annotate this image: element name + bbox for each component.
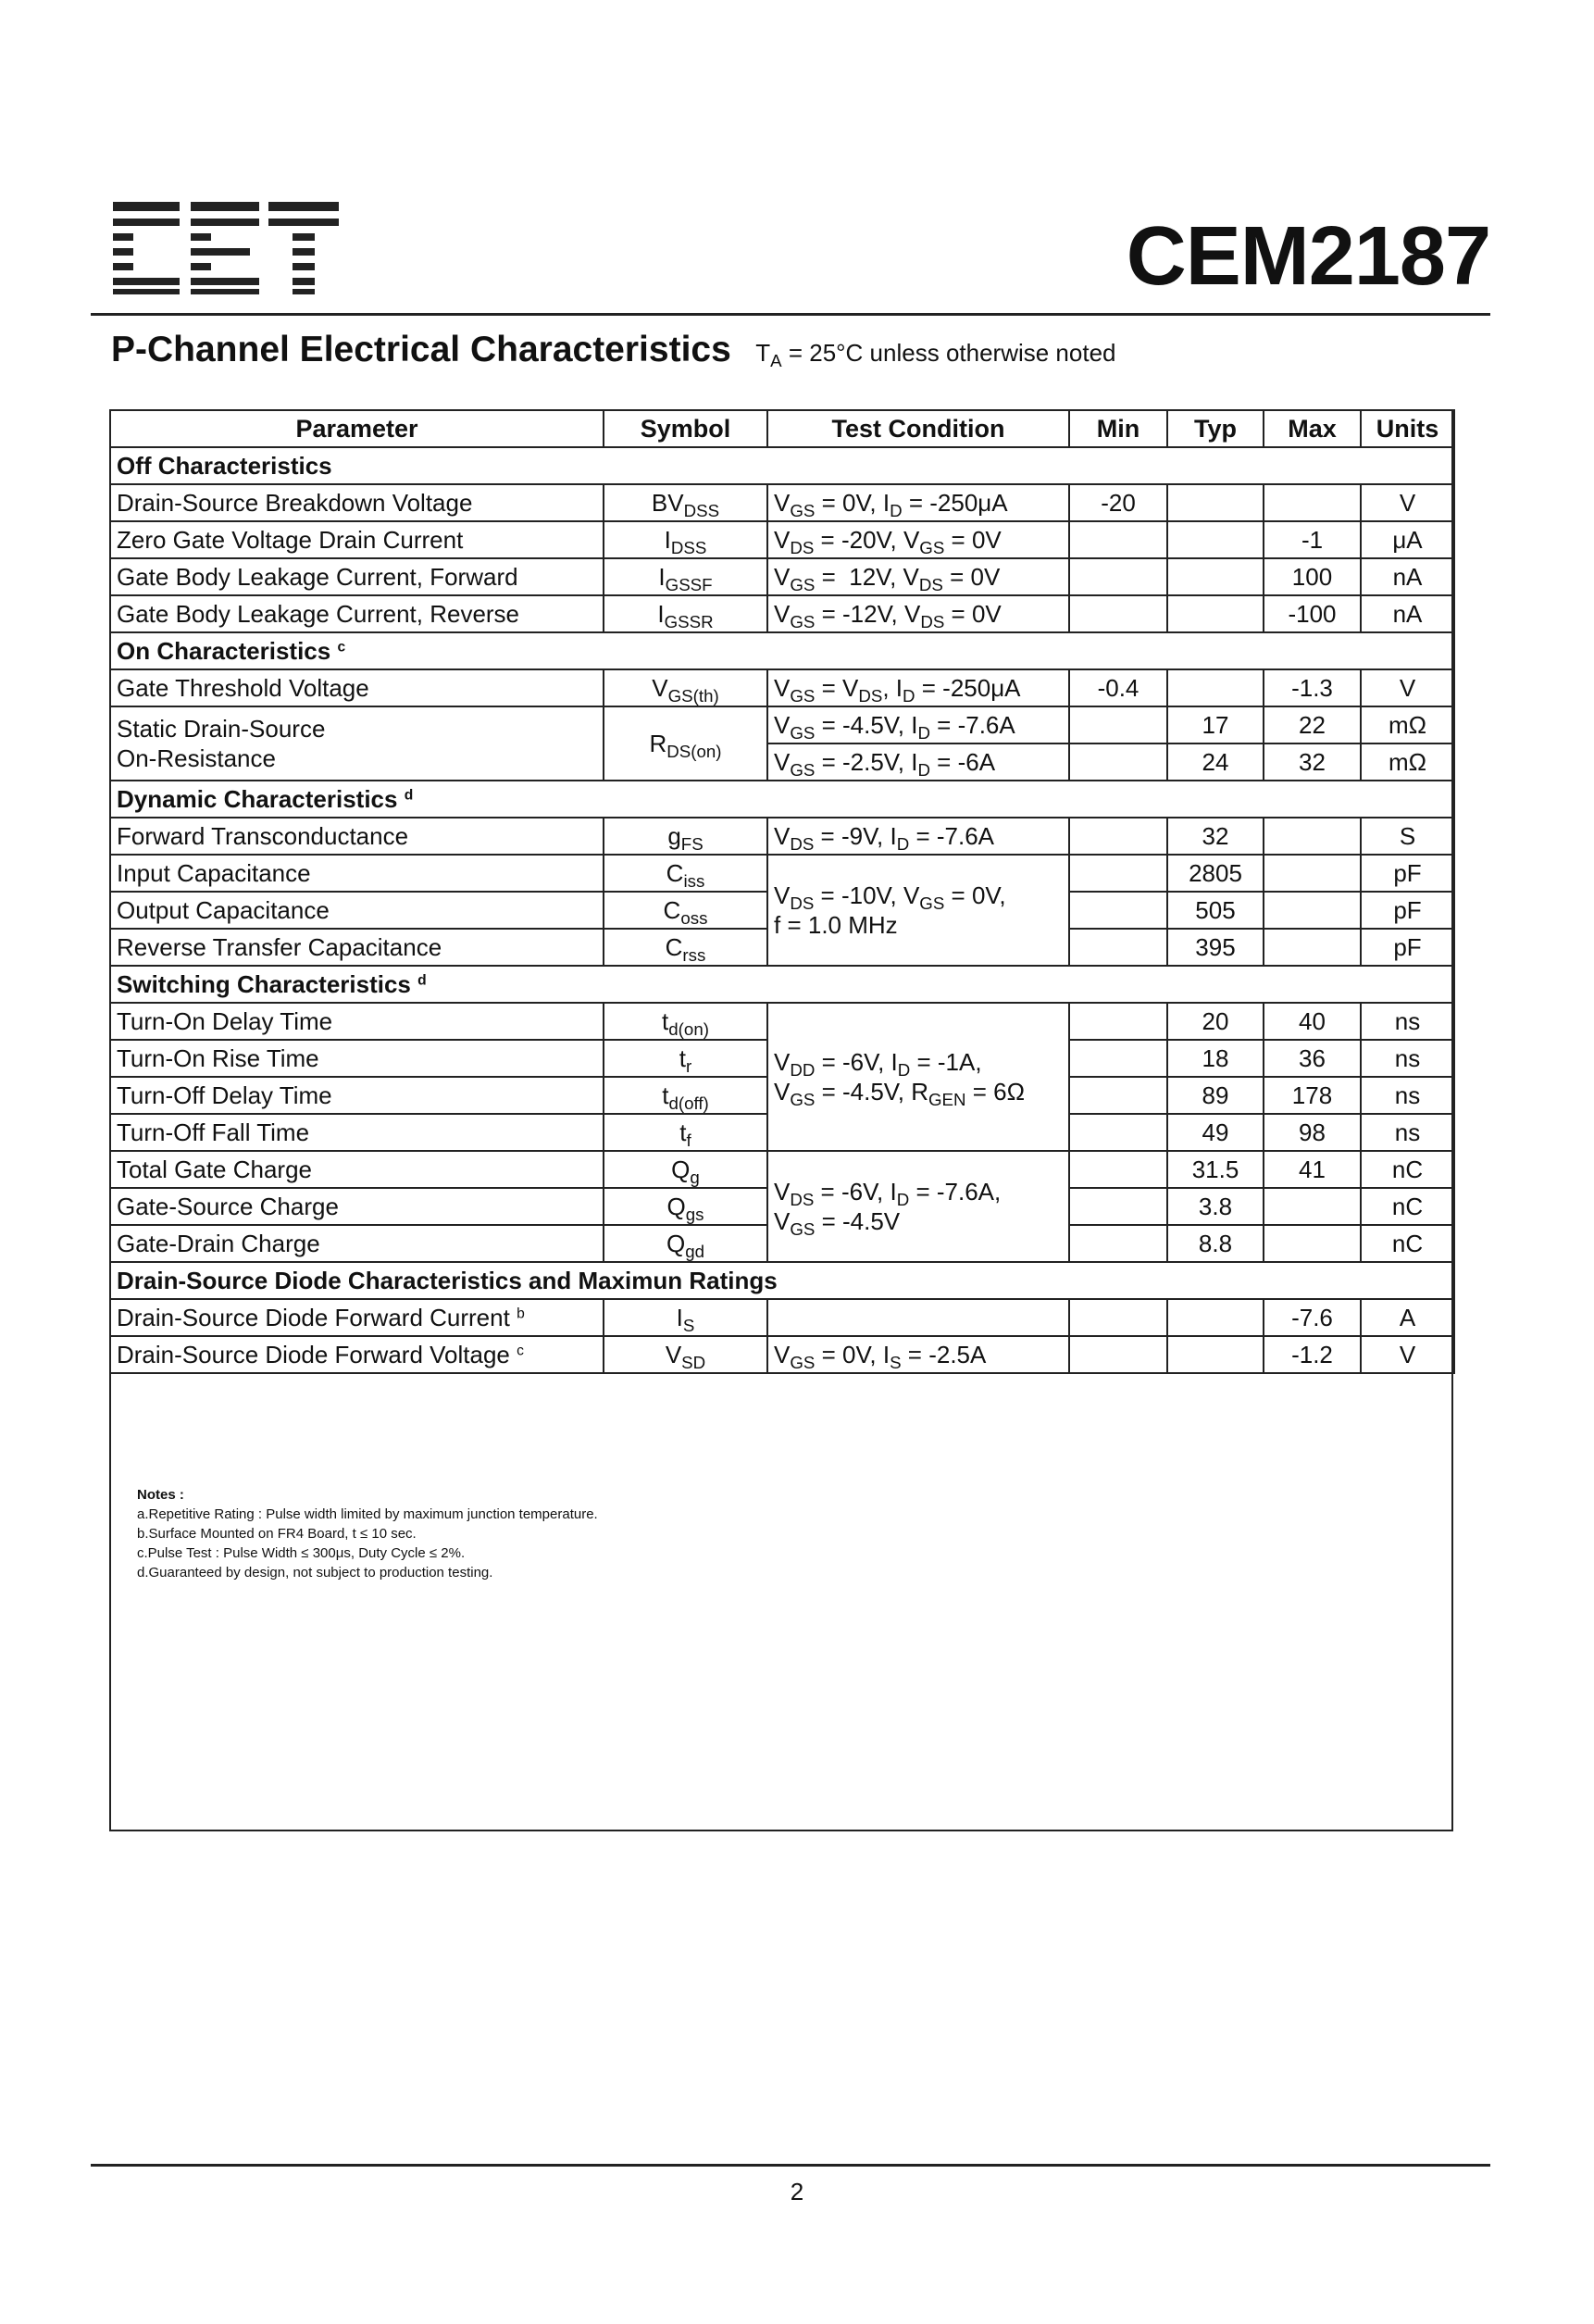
table-row-idss	[110, 521, 1454, 558]
notes-heading: Notes :	[137, 1487, 184, 1503]
typ-cell: 89	[1167, 1077, 1264, 1114]
param-cell: Drain-Source Breakdown Voltage	[110, 484, 604, 521]
param-cell: Input Capacitance	[110, 855, 604, 892]
max-cell: 22	[1264, 706, 1361, 743]
table-row-gfs	[110, 818, 1454, 855]
min-cell	[1069, 855, 1167, 892]
param-cell: Turn-Off Delay Time	[110, 1077, 604, 1114]
symbol-cell: $t_r$	[604, 1040, 767, 1077]
units-cell: V	[1361, 1336, 1454, 1373]
symbol-cell: $C_{iss}$	[604, 855, 767, 892]
units-cell: nA	[1361, 595, 1454, 632]
col-header-units: Units	[1361, 410, 1454, 447]
min-cell	[1069, 1336, 1167, 1373]
table-row-vgsth	[110, 669, 1454, 706]
typ-cell: 32	[1167, 818, 1264, 855]
note-item: a.Repetitive Rating : Pulse width limited by maximum junction temperature.	[137, 1506, 598, 1522]
symbol-cell: $C_{oss}$	[604, 892, 767, 929]
max-cell	[1264, 929, 1361, 966]
col-header-min: Min	[1069, 410, 1167, 447]
table-row-igssf	[110, 558, 1454, 595]
max-cell: 40	[1264, 1003, 1361, 1040]
param-text: Drain-Source Diode Forward Current	[117, 1303, 510, 1331]
param-cell	[110, 706, 604, 781]
param-cell: Gate Body Leakage Current, Forward	[110, 558, 604, 595]
symbol-cell: $I_S$	[604, 1299, 767, 1336]
symbol-cell: $Q_{gd}$	[604, 1225, 767, 1262]
param-cell: Turn-On Rise Time	[110, 1040, 604, 1077]
condition-cell: $V_{DD} = -6V$, $I_D = -1A$, $V_{GS} = -4.5V$, $R_{GEN} = 6\Omega$	[767, 1003, 1069, 1151]
min-cell	[1069, 558, 1167, 595]
max-cell: -1.3	[1264, 669, 1361, 706]
note-item: c.Pulse Test : Pulse Width ≤ 300μs, Duty Cycle ≤ 2%.	[137, 1545, 466, 1561]
max-cell: -1.2	[1264, 1336, 1361, 1373]
units-cell: mΩ	[1361, 743, 1454, 781]
symbol-cell: $BV_{DSS}$	[604, 484, 767, 521]
section-row-dynamic	[110, 781, 1454, 818]
min-cell	[1069, 521, 1167, 558]
spec-sheet-box	[109, 409, 1453, 1831]
typ-cell	[1167, 669, 1264, 706]
symbol-cell: $V_{GS(th)}$	[604, 669, 767, 706]
units-cell: nC	[1361, 1225, 1454, 1262]
footnote-marker: c	[517, 1342, 524, 1358]
min-cell	[1069, 1188, 1167, 1225]
units-cell: pF	[1361, 929, 1454, 966]
page-title: P-Channel Electrical Characteristics	[111, 330, 731, 369]
footnote-marker: d	[404, 786, 414, 803]
condition-cell: $V_{DS} = -10V$, $V_{GS} = 0V$, f = 1.0 MHz	[767, 855, 1069, 966]
min-cell: -0.4	[1069, 669, 1167, 706]
col-header-symbol: Symbol	[604, 410, 767, 447]
units-cell: V	[1361, 484, 1454, 521]
condition-cell: $V_{DS} = -9V$, $I_D = -7.6A$	[767, 818, 1069, 855]
section-title-text: Dynamic Characteristics	[117, 784, 398, 813]
condition-cell: $V_{GS} = 12V$, $V_{DS} = 0V$	[767, 558, 1069, 595]
typ-cell	[1167, 558, 1264, 595]
symbol-cell: $t_{d(on)}$	[604, 1003, 767, 1040]
min-cell	[1069, 1114, 1167, 1151]
min-cell	[1069, 929, 1167, 966]
param-cell: Gate-Drain Charge	[110, 1225, 604, 1262]
section-title-dynamic	[110, 781, 1454, 818]
part-number: CEM2187	[1126, 210, 1490, 303]
min-cell	[1069, 1003, 1167, 1040]
typ-cell	[1167, 1336, 1264, 1373]
table-row-bvdss	[110, 484, 1454, 521]
section-title-switching	[110, 966, 1454, 1003]
footer-divider	[91, 2164, 1490, 2167]
section-title-text: On Characteristics	[117, 636, 331, 665]
units-cell: A	[1361, 1299, 1454, 1336]
param-cell: Turn-Off Fall Time	[110, 1114, 604, 1151]
symbol-cell: $C_{rss}$	[604, 929, 767, 966]
max-cell: 32	[1264, 743, 1361, 781]
table-row-qg	[110, 1151, 1454, 1188]
col-header-typ: Typ	[1167, 410, 1264, 447]
param-cell: Gate Body Leakage Current, Reverse	[110, 595, 604, 632]
param-line: On-Resistance	[117, 744, 276, 772]
param-cell	[110, 1299, 604, 1336]
param-cell: Forward Transconductance	[110, 818, 604, 855]
typ-cell: 3.8	[1167, 1188, 1264, 1225]
max-cell	[1264, 1188, 1361, 1225]
max-cell	[1264, 818, 1361, 855]
param-cell: Gate-Source Charge	[110, 1188, 604, 1225]
section-row-off	[110, 447, 1454, 484]
symbol-cell: $I_{GSSF}$	[604, 558, 767, 595]
min-cell	[1069, 706, 1167, 743]
note-item: d.Guaranteed by design, not subject to production testing.	[137, 1565, 493, 1581]
max-cell: 98	[1264, 1114, 1361, 1151]
section-row-switching	[110, 966, 1454, 1003]
min-cell	[1069, 1299, 1167, 1336]
section-title-on	[110, 632, 1454, 669]
max-cell: -100	[1264, 595, 1361, 632]
ta-condition-text: = 25°C unless otherwise noted	[781, 339, 1116, 367]
min-cell: -20	[1069, 484, 1167, 521]
min-cell	[1069, 892, 1167, 929]
notes-block	[137, 1485, 598, 1582]
condition-cell: $V_{GS} = -2.5V$, $I_D = -6A$	[767, 743, 1069, 781]
units-cell: mΩ	[1361, 706, 1454, 743]
units-cell: ns	[1361, 1077, 1454, 1114]
units-cell: μA	[1361, 521, 1454, 558]
min-cell	[1069, 743, 1167, 781]
section-row-on	[110, 632, 1454, 669]
units-cell: ns	[1361, 1003, 1454, 1040]
condition-cell: $V_{GS} = -4.5V$, $I_D = -7.6A$	[767, 706, 1069, 743]
max-cell: -7.6	[1264, 1299, 1361, 1336]
typ-cell: 20	[1167, 1003, 1264, 1040]
symbol-cell: $Q_{gs}$	[604, 1188, 767, 1225]
param-cell: Output Capacitance	[110, 892, 604, 929]
typ-cell: 8.8	[1167, 1225, 1264, 1262]
table-row-igssr	[110, 595, 1454, 632]
min-cell	[1069, 1040, 1167, 1077]
units-cell: V	[1361, 669, 1454, 706]
test-conditions-note	[755, 339, 1116, 370]
typ-cell	[1167, 1299, 1264, 1336]
col-header-max: Max	[1264, 410, 1361, 447]
table-header-row	[110, 410, 1454, 447]
units-cell: ns	[1361, 1114, 1454, 1151]
footnote-marker: d	[417, 971, 427, 988]
table-row-tdon	[110, 1003, 1454, 1040]
param-cell: Gate Threshold Voltage	[110, 669, 604, 706]
typ-cell	[1167, 484, 1264, 521]
typ-cell	[1167, 595, 1264, 632]
ta-symbol: T	[755, 339, 771, 367]
units-cell: nA	[1361, 558, 1454, 595]
typ-cell: 505	[1167, 892, 1264, 929]
min-cell	[1069, 1077, 1167, 1114]
min-cell	[1069, 1225, 1167, 1262]
section-row-diode	[110, 1262, 1454, 1299]
param-cell: Total Gate Charge	[110, 1151, 604, 1188]
max-cell: 178	[1264, 1077, 1361, 1114]
units-cell: nC	[1361, 1188, 1454, 1225]
table-row-vsd	[110, 1336, 1454, 1373]
max-cell	[1264, 855, 1361, 892]
typ-cell: 31.5	[1167, 1151, 1264, 1188]
units-cell: pF	[1361, 892, 1454, 929]
table-row-rdson-a	[110, 706, 1454, 743]
max-cell: -1	[1264, 521, 1361, 558]
units-cell: nC	[1361, 1151, 1454, 1188]
table-row-is	[110, 1299, 1454, 1336]
symbol-cell: $Q_g$	[604, 1151, 767, 1188]
max-cell: 100	[1264, 558, 1361, 595]
condition-cell	[767, 1299, 1069, 1336]
units-cell: pF	[1361, 855, 1454, 892]
typ-cell	[1167, 521, 1264, 558]
section-title-text: Switching Characteristics	[117, 969, 411, 998]
max-cell: 36	[1264, 1040, 1361, 1077]
characteristics-table	[109, 409, 1455, 1374]
symbol-cell: $g_{FS}$	[604, 818, 767, 855]
condition-cell: $V_{GS} = 0V$, $I_S = -2.5A$	[767, 1336, 1069, 1373]
typ-cell: 24	[1167, 743, 1264, 781]
footnote-marker: c	[337, 638, 346, 655]
typ-cell: 17	[1167, 706, 1264, 743]
typ-cell: 395	[1167, 929, 1264, 966]
units-cell: S	[1361, 818, 1454, 855]
max-cell: 41	[1264, 1151, 1361, 1188]
max-cell	[1264, 892, 1361, 929]
cet-logo	[113, 202, 339, 294]
col-header-test-condition: Test Condition	[767, 410, 1069, 447]
section-heading	[111, 330, 1116, 370]
footnote-marker: b	[517, 1305, 525, 1321]
max-cell	[1264, 484, 1361, 521]
param-text: Drain-Source Diode Forward Voltage	[117, 1340, 510, 1368]
symbol-cell: $R_{DS(on)}$	[604, 706, 767, 781]
col-header-parameter: Parameter	[110, 410, 604, 447]
condition-cell: $V_{GS} = 0V$, $I_D = -250\mu A$	[767, 484, 1069, 521]
param-line: Static Drain-Source	[117, 715, 326, 743]
symbol-cell: $t_{d(off)}$	[604, 1077, 767, 1114]
condition-cell: $V_{DS} = -20V$, $V_{GS} = 0V$	[767, 521, 1069, 558]
min-cell	[1069, 818, 1167, 855]
section-title-diode: Drain-Source Diode Characteristics and Maximun Ratings	[110, 1262, 1454, 1299]
typ-cell: 18	[1167, 1040, 1264, 1077]
page-number: 2	[790, 2178, 804, 2205]
param-cell: Turn-On Delay Time	[110, 1003, 604, 1040]
condition-cell: $V_{GS} = -12V$, $V_{DS} = 0V$	[767, 595, 1069, 632]
note-item: b.Surface Mounted on FR4 Board, t ≤ 10 sec.	[137, 1526, 417, 1542]
ta-subscript: A	[770, 350, 782, 370]
section-title-off: Off Characteristics	[110, 447, 1454, 484]
typ-cell: 49	[1167, 1114, 1264, 1151]
max-cell	[1264, 1225, 1361, 1262]
min-cell	[1069, 595, 1167, 632]
typ-cell: 2805	[1167, 855, 1264, 892]
param-cell	[110, 1336, 604, 1373]
units-cell: ns	[1361, 1040, 1454, 1077]
symbol-cell: $V_{SD}$	[604, 1336, 767, 1373]
min-cell	[1069, 1151, 1167, 1188]
symbol-cell: $I_{DSS}$	[604, 521, 767, 558]
table-row-ciss	[110, 855, 1454, 892]
symbol-cell: $t_f$	[604, 1114, 767, 1151]
param-cell: Reverse Transfer Capacitance	[110, 929, 604, 966]
condition-cell: $V_{GS} = V_{DS}$, $I_D = -250\mu A$	[767, 669, 1069, 706]
header-divider	[91, 313, 1490, 316]
symbol-cell: $I_{GSSR}$	[604, 595, 767, 632]
param-cell: Zero Gate Voltage Drain Current	[110, 521, 604, 558]
condition-cell: $V_{DS} = -6V$, $I_D = -7.6A$, $V_{GS} = -4.5V$	[767, 1151, 1069, 1262]
